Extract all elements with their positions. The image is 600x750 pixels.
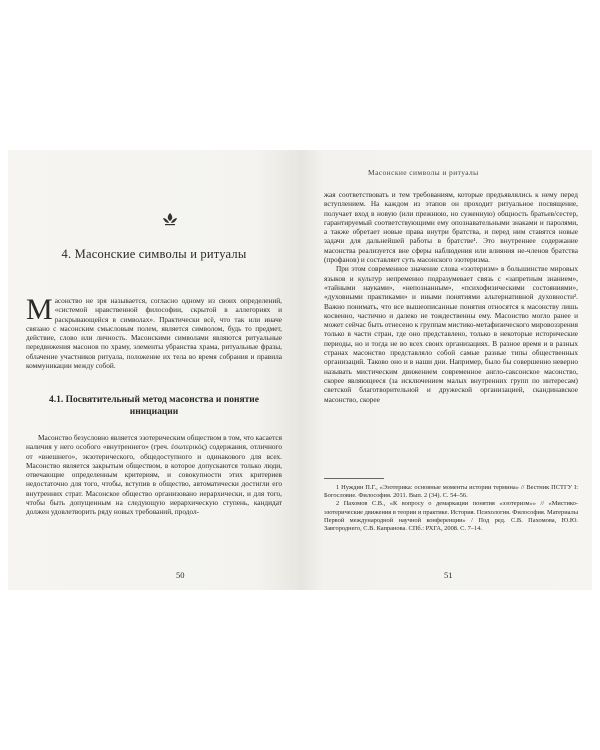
page-number: 50 xyxy=(176,570,185,580)
running-head: Масонские символы и ритуалы xyxy=(368,168,479,177)
body-paragraph-1: жая соответствовать и тем требованиям, которые предъявлялись к нему перед вступлением. На каждом из этапов он проходит ритуальное посвящение, получает вход в новую (или прежнюю, но суженную) общность братьев/сестер, гарантируемый соответствующими ему опознавательными знаками и паролями, а также обретает новые права внутри братства, и перед ним ставятся новые задачи для дальнейшей работы в братстве¹. Это внутреннее содержание масонства реализуется вне сферы наблюдения или влияния не-членов братства (профанов) и составляет суть масонского эзотеризма. xyxy=(324,190,578,265)
page-number: 51 xyxy=(444,570,453,580)
left-page xyxy=(8,150,300,590)
section-paragraph: Масонство безусловно является эзотерическим обществом в том, что касается наличия у него особого «внутреннего» (греч. ἐσωτερικός) содержания, отличного от «внешнего», экзотерического, общедоступного и одинакового для всех. Масонство является закрытым обществом, в которое допускаются только люди, отвечающие определенным критериям, и совокупности этих критериев недостаточно для того, чтобы, вступив в общество, автоматически достигли его внутренних страт. Масонское общество организовано иерархически, и для того, чтобы быть допущенным на следующую иерархическую ступень, кандидат должен удовлетворить ряду новых требований, продол- xyxy=(26,433,282,517)
section-title: 4.1. Посвятительный метод масонства и понятие инициации xyxy=(49,395,259,417)
intro-text: асонство не зря называется, согласно одному из своих определений, «системой нравственной философии, скрытой в аллегориях и раскрывающейся в символах». Практически всё, что так или иначе связано с масонским смысловым полем, является символом, будь то предмет, действие, слово или личность. Масонскими символами являются ритуальные передвижения масонов по храму, элементы убранства храма, ритуальные фразы, облачение участников ритуала, положение их тела во время собрания и правила коммуникации между собой. xyxy=(26,296,282,371)
right-page-body xyxy=(324,190,578,404)
footnote-rule xyxy=(324,478,384,479)
right-page xyxy=(300,150,592,590)
section-body xyxy=(26,433,282,517)
footnote-2: 2 Пахомов С.В., «К вопросу о демаркации понятия «эзотеризм»» // «Мистико-эзотерические движения в теории и практике. История. Психология. Философия. Материалы Первой международной научной конференции» / Под ред. С.В. Пахомова, Ю.Ю. Завгороднего, С.В. Капранова. СПб.: РХГА, 2008. С. 7–14. xyxy=(324,500,578,533)
chapter-title: 4. Масонские символы и ритуалы xyxy=(61,247,247,261)
body-paragraph-2: При этом современное значение слова «эзотеризм» в большинстве мировых языков и культур непременно подразумевает связь с «запретным знанием», «тайными науками», «непознанным», «психофизическими состояниями», «духовными практиками» и иными понятиями альтернативной духовности². Важно понимать, что все вышеописанные понятия относятся к масонству лишь косвенно, частично и далеко не тождественны ему. Масонство могло ранее и может сейчас быть отнесено к группам мистико-метафизического мировоззрения только в части стран, где оно представлено, только в некоторые исторические периоды, но и тогда не во всех своих организациях. В разное время и в разных странах масонство представляло собой самые разные типы общественных организаций. Таково оно и в наши дни. Например, было бы совершенно неверно называть мистическим движением современное англо-саксонское масонство, скорее являющееся (за исключением малых внутренних групп по интересам) светской благотворительной и дружеской организацией, скандинавское масонство, скорее xyxy=(324,264,578,404)
footnote-1: 1 Нуждин П.Г., «Эзотерика: основные моменты истории термина» // Вестник ПСТГУ I: Богословие. Философия. 2011. Вып. 2 (34). С. 54–56. xyxy=(324,484,578,500)
drop-cap: М xyxy=(26,293,53,326)
intro-paragraph xyxy=(26,293,282,371)
fleuron-ornament-icon xyxy=(162,212,178,226)
book-spread xyxy=(8,150,592,590)
footnotes xyxy=(324,484,578,533)
